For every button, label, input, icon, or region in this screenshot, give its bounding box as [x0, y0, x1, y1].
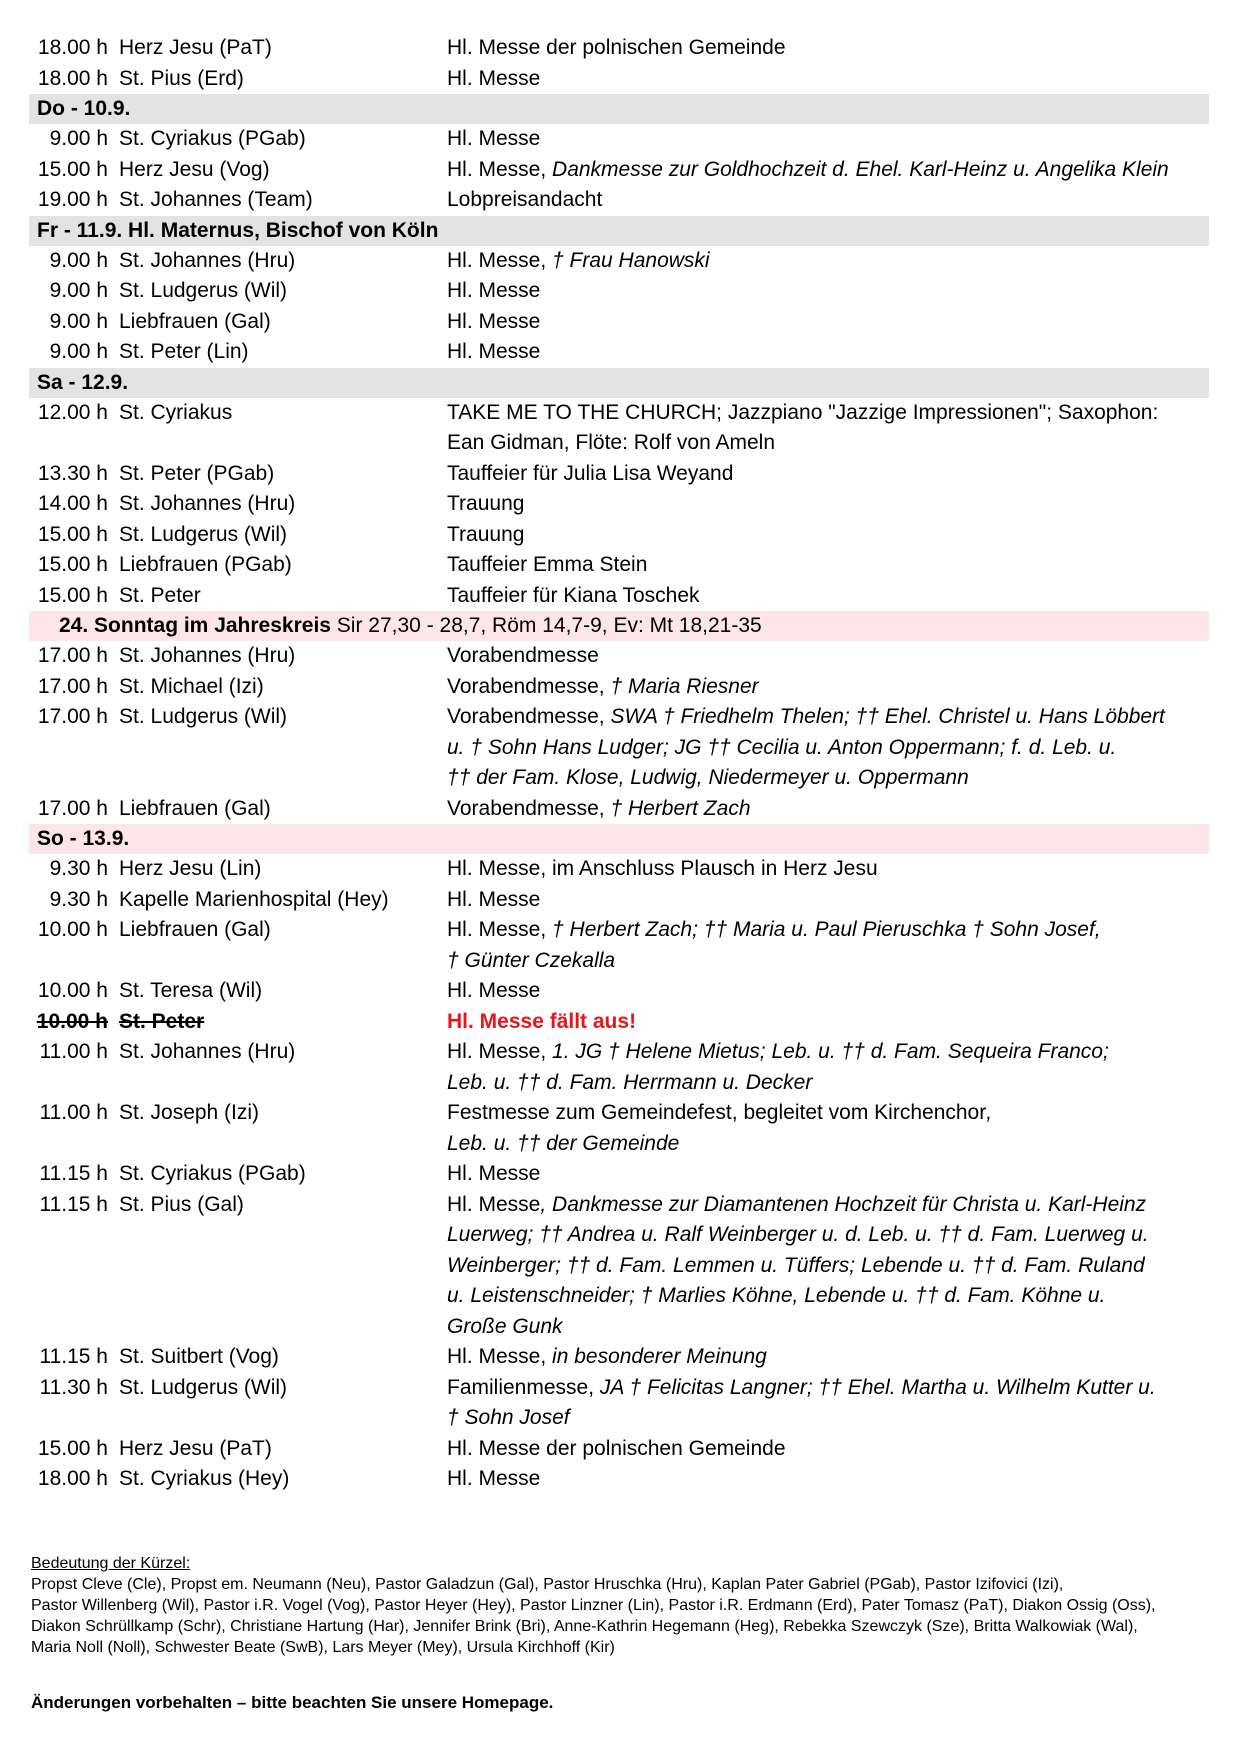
- entry-time: [29, 763, 108, 794]
- schedule-entry-continuation: [29, 946, 1209, 977]
- entry-location: St. Johannes (Team): [119, 188, 313, 211]
- entry-location: [108, 1068, 419, 1099]
- entry-description: [419, 1373, 1209, 1404]
- entry-location: Herz Jesu (Vog): [119, 157, 270, 181]
- service-text: Hl. Messe der polnischen Gemeinde: [447, 1436, 786, 1460]
- service-text: Hl. Messe: [447, 1162, 541, 1185]
- schedule-entry: [29, 307, 1209, 338]
- entry-location: [108, 1129, 419, 1160]
- entry-description: [419, 1342, 1209, 1373]
- schedule-entry: [29, 702, 1209, 733]
- entry-description: [419, 1159, 1209, 1190]
- entry-location: Herz Jesu (PaT): [119, 1436, 272, 1460]
- legend: [31, 1553, 1221, 1658]
- schedule-entry: [29, 155, 1209, 186]
- schedule-entry: [29, 915, 1209, 946]
- entry-time: 12.00 h: [37, 400, 108, 424]
- service-text: Hl. Messe: [447, 340, 541, 363]
- entry-time: 13.30 h: [37, 461, 108, 485]
- schedule-entry: [29, 520, 1209, 551]
- intention-text: ,: [986, 1101, 993, 1124]
- intention-text: u. † Sohn Hans Ludger; JG †† Cecilia u. Anton Oppermann; f. d. Leb. u.: [447, 735, 1117, 759]
- entry-time: [29, 1281, 108, 1312]
- entry-description: [419, 1190, 1209, 1221]
- entry-location: St. Peter (PGab): [119, 461, 275, 485]
- entry-time: 11.15 h: [39, 1345, 108, 1368]
- entry-description: [419, 246, 1209, 277]
- intention-text: † Herbert Zach: [610, 796, 751, 820]
- day-header: [29, 216, 1209, 246]
- schedule-entry: [29, 1434, 1209, 1465]
- entry-location: St. Johannes (Hru): [119, 644, 296, 667]
- schedule-entry-continuation: [29, 763, 1209, 794]
- service-text: Trauung: [447, 492, 525, 515]
- entry-time: 11.15 h: [39, 1162, 108, 1185]
- schedule-entry: [29, 489, 1209, 520]
- schedule-entry: [29, 398, 1209, 429]
- service-text: Hl. Messe, im Anschluss Plausch in Herz Jesu: [447, 857, 878, 880]
- schedule-entry: [29, 1464, 1209, 1495]
- entry-time: 11.00 h: [39, 1040, 108, 1063]
- service-text: Hl. Messe: [447, 309, 541, 333]
- entry-location: Liebfrauen (Gal): [119, 796, 271, 820]
- legend-line: Propst Cleve (Cle), Propst em. Neumann (Neu), Pastor Galadzun (Gal), Pastor Hruschka (Hru), Kaplan Pater Gabriel (PGab), Pastor Izifovici (Izi),: [31, 1576, 1064, 1593]
- day-header-title: Do - 10.9.: [37, 97, 131, 120]
- schedule-entry: [29, 1373, 1209, 1404]
- sunday-header: [29, 611, 1209, 641]
- schedule-entry: [29, 854, 1209, 885]
- entry-time: 9.00 h: [49, 127, 108, 150]
- service-text: Lobpreisandacht: [447, 188, 603, 211]
- entry-time: 17.00 h: [37, 644, 108, 667]
- schedule-entry-continuation: [29, 733, 1209, 764]
- entry-description: [419, 733, 1209, 764]
- entry-location: Herz Jesu (Lin): [119, 857, 262, 880]
- schedule-entry-continuation: [29, 1312, 1209, 1343]
- intention-text: Dankmesse zur Goldhochzeit d. Ehel. Karl-Heinz u. Angelika Klein: [552, 157, 1169, 181]
- schedule-table: [29, 33, 1209, 1495]
- entry-description: [419, 915, 1209, 946]
- schedule-entry-continuation: [29, 1403, 1209, 1434]
- service-text: Hl. Messe fällt aus!: [447, 1009, 637, 1033]
- service-text: Hl. Messe: [447, 127, 541, 150]
- entry-location: St. Pius (Gal): [119, 1192, 244, 1216]
- schedule-entry: [29, 885, 1209, 916]
- service-text: Hl. Messe: [447, 887, 541, 911]
- schedule-entry: [29, 1159, 1209, 1190]
- entry-location: St. Johannes (Hru): [119, 248, 296, 272]
- intention-text: † Herbert Zach; †† Maria u. Paul Pieruschka † Sohn Josef,: [552, 918, 1101, 941]
- service-text: Ean Gidman, Flöte: Rolf von Ameln: [447, 431, 775, 454]
- intention-text: JA † Felicitas Langner; †† Ehel. Martha u. Wilhelm Kutter u.: [599, 1375, 1156, 1399]
- entry-location: [108, 1312, 419, 1343]
- entry-time: 9.00 h: [49, 340, 108, 363]
- entry-location: St. Cyriakus (PGab): [119, 1162, 306, 1185]
- entry-description: [419, 459, 1209, 490]
- service-text: Tauffeier Emma Stein: [447, 553, 648, 576]
- entry-description: [419, 854, 1209, 885]
- entry-description: [419, 1403, 1209, 1434]
- schedule-entry-continuation: [29, 1220, 1209, 1251]
- entry-location: St. Cyriakus (Hey): [119, 1467, 290, 1490]
- intention-text: †† der Fam. Klose, Ludwig, Niedermeyer u. Oppermann: [447, 766, 969, 789]
- entry-description: [419, 976, 1209, 1007]
- entry-time: 11.00 h: [39, 1101, 108, 1124]
- entry-location: St. Ludgerus (Wil): [119, 522, 288, 546]
- entry-location: Herz Jesu (PaT): [119, 36, 272, 59]
- entry-time: 15.00 h: [37, 1436, 108, 1460]
- intention-text: in besonderer Meinung: [552, 1345, 767, 1368]
- entry-time: 15.00 h: [37, 522, 108, 546]
- entry-location: St. Peter: [119, 1009, 205, 1033]
- entry-description: [419, 1434, 1209, 1465]
- schedule-entry: [29, 185, 1209, 216]
- entry-time: 15.00 h: [37, 157, 108, 181]
- entry-location: [108, 763, 419, 794]
- entry-description: [419, 581, 1209, 612]
- service-text: Hl. Messe: [447, 979, 541, 1002]
- cancelled-entry: [29, 1007, 1209, 1038]
- schedule-entry: [29, 64, 1209, 95]
- entry-description: [419, 124, 1209, 155]
- schedule-entry: [29, 276, 1209, 307]
- entry-description: [419, 1098, 1209, 1129]
- entry-time: 9.00 h: [49, 279, 108, 302]
- intention-text: Leb. u. †† der Gemeinde: [447, 1131, 680, 1155]
- day-header: [29, 368, 1209, 398]
- entry-location: Kapelle Marienhospital (Hey): [119, 887, 389, 911]
- service-text: Hl. Messe: [447, 1192, 541, 1216]
- entry-time: 18.00 h: [37, 1467, 108, 1490]
- entry-time: 10.00 h: [37, 979, 108, 1002]
- schedule-entry-continuation: [29, 1068, 1209, 1099]
- entry-location: St. Joseph (Izi): [119, 1101, 260, 1124]
- entry-description: [419, 398, 1209, 429]
- entry-location: Liebfrauen (Gal): [119, 918, 271, 941]
- entry-time: 10.00 h: [36, 1009, 108, 1033]
- entry-time: 9.00 h: [49, 248, 108, 272]
- entry-time: 9.30 h: [49, 887, 108, 911]
- entry-location: St. Johannes (Hru): [119, 1040, 296, 1063]
- entry-time: [29, 428, 108, 459]
- entry-location: St. Johannes (Hru): [119, 492, 296, 515]
- legend-line: Pastor Willenberg (Wil), Pastor i.R. Vogel (Vog), Pastor Heyer (Hey), Pastor Linzner (Lin), Pastor i.R. Erdmann (Erd), Pater Tomasz (PaT), Diakon Ossig (Oss),: [31, 1597, 1156, 1614]
- entry-time: 11.30 h: [39, 1375, 108, 1399]
- entry-description: [419, 885, 1209, 916]
- schedule-entry-continuation: [29, 428, 1209, 459]
- entry-location: St. Suitbert (Vog): [119, 1345, 279, 1368]
- service-text: Hl. Messe,: [447, 1345, 553, 1368]
- schedule-entry-continuation: [29, 1129, 1209, 1160]
- intention-text: † Sohn Josef: [447, 1406, 570, 1429]
- service-text: Vorabendmesse: [447, 644, 599, 667]
- entry-description: [419, 64, 1209, 95]
- schedule-entry: [29, 459, 1209, 490]
- entry-time: [29, 1068, 108, 1099]
- schedule-entry: [29, 337, 1209, 368]
- entry-description: [419, 337, 1209, 368]
- entry-time: 11.15 h: [39, 1192, 108, 1216]
- service-text: Familienmesse,: [447, 1375, 600, 1399]
- schedule-entry: [29, 641, 1209, 672]
- entry-time: [29, 1312, 108, 1343]
- entry-location: St. Peter: [119, 583, 201, 607]
- entry-location: [108, 733, 419, 764]
- entry-time: 19.00 h: [37, 188, 108, 211]
- entry-location: [108, 1403, 419, 1434]
- entry-location: [108, 428, 419, 459]
- service-text: Hl. Messe,: [447, 248, 553, 272]
- entry-location: [108, 1220, 419, 1251]
- entry-time: 17.00 h: [37, 705, 108, 728]
- day-header: [29, 94, 1209, 124]
- readings-text: Sir 27,30 - 28,7, Röm 14,7-9, Ev: Mt 18,21-35: [330, 614, 762, 637]
- entry-time: 17.00 h: [37, 796, 108, 820]
- entry-description: [419, 428, 1209, 459]
- intention-text: Weinberger; †† d. Fam. Lemmen u. Tüffers; Lebende u. †† d. Fam. Ruland: [447, 1253, 1145, 1277]
- entry-location: St. Peter (Lin): [119, 340, 249, 363]
- entry-location: St. Ludgerus (Wil): [119, 279, 288, 302]
- schedule-entry: [29, 246, 1209, 277]
- schedule-entry-continuation: [29, 1281, 1209, 1312]
- entry-description: [419, 185, 1209, 216]
- intention-text: Luerweg; †† Andrea u. Ralf Weinberger u. d. Leb. u. †† d. Fam. Luerweg u.: [447, 1223, 1149, 1246]
- entry-time: 10.00 h: [37, 918, 108, 941]
- entry-time: [29, 1129, 108, 1160]
- day-header-title: So - 13.9.: [37, 827, 130, 850]
- service-text: Vorabendmesse,: [447, 796, 611, 820]
- entry-description: [419, 1068, 1209, 1099]
- entry-description: [419, 1220, 1209, 1251]
- schedule-entry: [29, 1037, 1209, 1068]
- service-text: Hl. Messe: [447, 279, 541, 302]
- entry-description: [419, 1037, 1209, 1068]
- legend-title: Bedeutung der Kürzel:: [31, 1555, 191, 1572]
- entry-description: [419, 641, 1209, 672]
- entry-time: 15.00 h: [37, 553, 108, 576]
- entry-time: 17.00 h: [37, 674, 108, 698]
- service-text: Tauffeier für Kiana Toschek: [447, 583, 700, 607]
- entry-description: [419, 763, 1209, 794]
- schedule-entry: [29, 976, 1209, 1007]
- service-text: Vorabendmesse,: [447, 705, 611, 728]
- entry-description: [419, 672, 1209, 703]
- entry-description: [419, 1007, 1209, 1038]
- service-text: Trauung: [447, 522, 525, 546]
- entry-location: [108, 1281, 419, 1312]
- entry-description: [419, 550, 1209, 581]
- entry-time: [29, 1220, 108, 1251]
- intention-text: Große Gunk: [447, 1314, 563, 1338]
- schedule-entry: [29, 581, 1209, 612]
- entry-description: [419, 307, 1209, 338]
- schedule-entry: [29, 1098, 1209, 1129]
- service-text: Hl. Messe,: [447, 1040, 553, 1063]
- entry-description: [419, 946, 1209, 977]
- entry-description: [419, 1251, 1209, 1282]
- entry-location: St. Teresa (Wil): [119, 979, 263, 1002]
- entry-time: 18.00 h: [37, 36, 108, 59]
- legend-line: Diakon Schrüllkamp (Schr), Christiane Hartung (Har), Jennifer Brink (Bri), Anne-Kathrin Hegemann (Heg), Rebekka Szewczyk (Sze), Britta Walkowiak (Wal),: [31, 1618, 1138, 1635]
- service-text: Hl. Messe: [447, 1467, 541, 1490]
- entry-description: [419, 1281, 1209, 1312]
- intention-text: 1. JG † Helene Mietus; Leb. u. †† d. Fam. Sequeira Franco;: [552, 1040, 1109, 1063]
- schedule-entry: [29, 33, 1209, 64]
- entry-description: [419, 702, 1209, 733]
- entry-time: [29, 1251, 108, 1282]
- entry-description: [419, 520, 1209, 551]
- service-text: TAKE ME TO THE CHURCH; Jazzpiano "Jazzige Impressionen"; Saxophon:: [447, 400, 1159, 424]
- entry-location: St. Pius (Erd): [119, 66, 244, 90]
- entry-time: 9.00 h: [49, 309, 108, 333]
- entry-time: [29, 946, 108, 977]
- service-text: Tauffeier für Julia Lisa Weyand: [447, 461, 734, 485]
- entry-location: [108, 946, 419, 977]
- legend-line: Maria Noll (Noll), Schwester Beate (SwB), Lars Meyer (Mey), Ursula Kirchhoff (Kir): [31, 1639, 615, 1656]
- schedule-entry-continuation: [29, 1251, 1209, 1282]
- intention-text: † Frau Hanowski: [552, 248, 710, 272]
- intention-text: u. Leistenschneider; † Marlies Köhne, Lebende u. †† d. Fam. Köhne u.: [447, 1284, 1106, 1307]
- schedule-entry: [29, 550, 1209, 581]
- entry-description: [419, 489, 1209, 520]
- entry-time: [29, 733, 108, 764]
- entry-location: St. Cyriakus (PGab): [119, 127, 306, 150]
- intention-text: SWA † Friedhelm Thelen; †† Ehel. Christel u. Hans Löbbert: [610, 705, 1165, 728]
- entry-location: Liebfrauen (PGab): [119, 553, 292, 576]
- entry-time: [29, 1403, 108, 1434]
- schedule-entry: [29, 124, 1209, 155]
- service-text: Hl. Messe,: [447, 918, 553, 941]
- day-header-title: Sa - 12.9.: [37, 370, 129, 394]
- entry-time: 18.00 h: [37, 66, 108, 90]
- intention-text: , Dankmesse zur Diamantenen Hochzeit für Christa u. Karl-Heinz: [540, 1192, 1147, 1216]
- schedule-entry: [29, 1342, 1209, 1373]
- entry-location: St. Ludgerus (Wil): [119, 705, 288, 728]
- day-header-title: Fr - 11.9. Hl. Maternus, Bischof von Köln: [37, 218, 439, 242]
- schedule-entry: [29, 1190, 1209, 1221]
- service-text: Hl. Messe,: [447, 157, 553, 181]
- intention-text: Leb. u. †† d. Fam. Herrmann u. Decker: [447, 1070, 813, 1094]
- entry-location: St. Cyriakus: [119, 400, 233, 424]
- entry-location: Liebfrauen (Gal): [119, 309, 271, 333]
- schedule-entry: [29, 794, 1209, 825]
- service-text: Hl. Messe: [447, 66, 541, 90]
- schedule-entry: [29, 672, 1209, 703]
- entry-location: St. Ludgerus (Wil): [119, 1375, 288, 1399]
- entry-location: St. Michael (Izi): [119, 674, 264, 698]
- service-text: Hl. Messe der polnischen Gemeinde: [447, 36, 786, 59]
- entry-description: [419, 276, 1209, 307]
- entry-description: [419, 1129, 1209, 1160]
- service-text: Vorabendmesse,: [447, 674, 611, 698]
- day-header: [29, 824, 1209, 854]
- entry-description: [419, 33, 1209, 64]
- entry-time: 15.00 h: [37, 583, 108, 607]
- entry-time: 14.00 h: [37, 492, 108, 515]
- intention-text: † Maria Riesner: [610, 674, 759, 698]
- footer-note: Änderungen vorbehalten – bitte beachten Sie unsere Homepage.: [31, 1693, 554, 1712]
- entry-description: [419, 1464, 1209, 1495]
- entry-time: 9.30 h: [49, 857, 108, 880]
- entry-description: [419, 155, 1209, 186]
- entry-description: [419, 794, 1209, 825]
- entry-location: [108, 1251, 419, 1282]
- service-text: Festmesse zum Gemeindefest, begleitet vom Kirchenchor: [447, 1101, 987, 1124]
- day-header-title: 24. Sonntag im Jahreskreis: [59, 614, 331, 637]
- intention-text: † Günter Czekalla: [447, 948, 616, 972]
- entry-description: [419, 1312, 1209, 1343]
